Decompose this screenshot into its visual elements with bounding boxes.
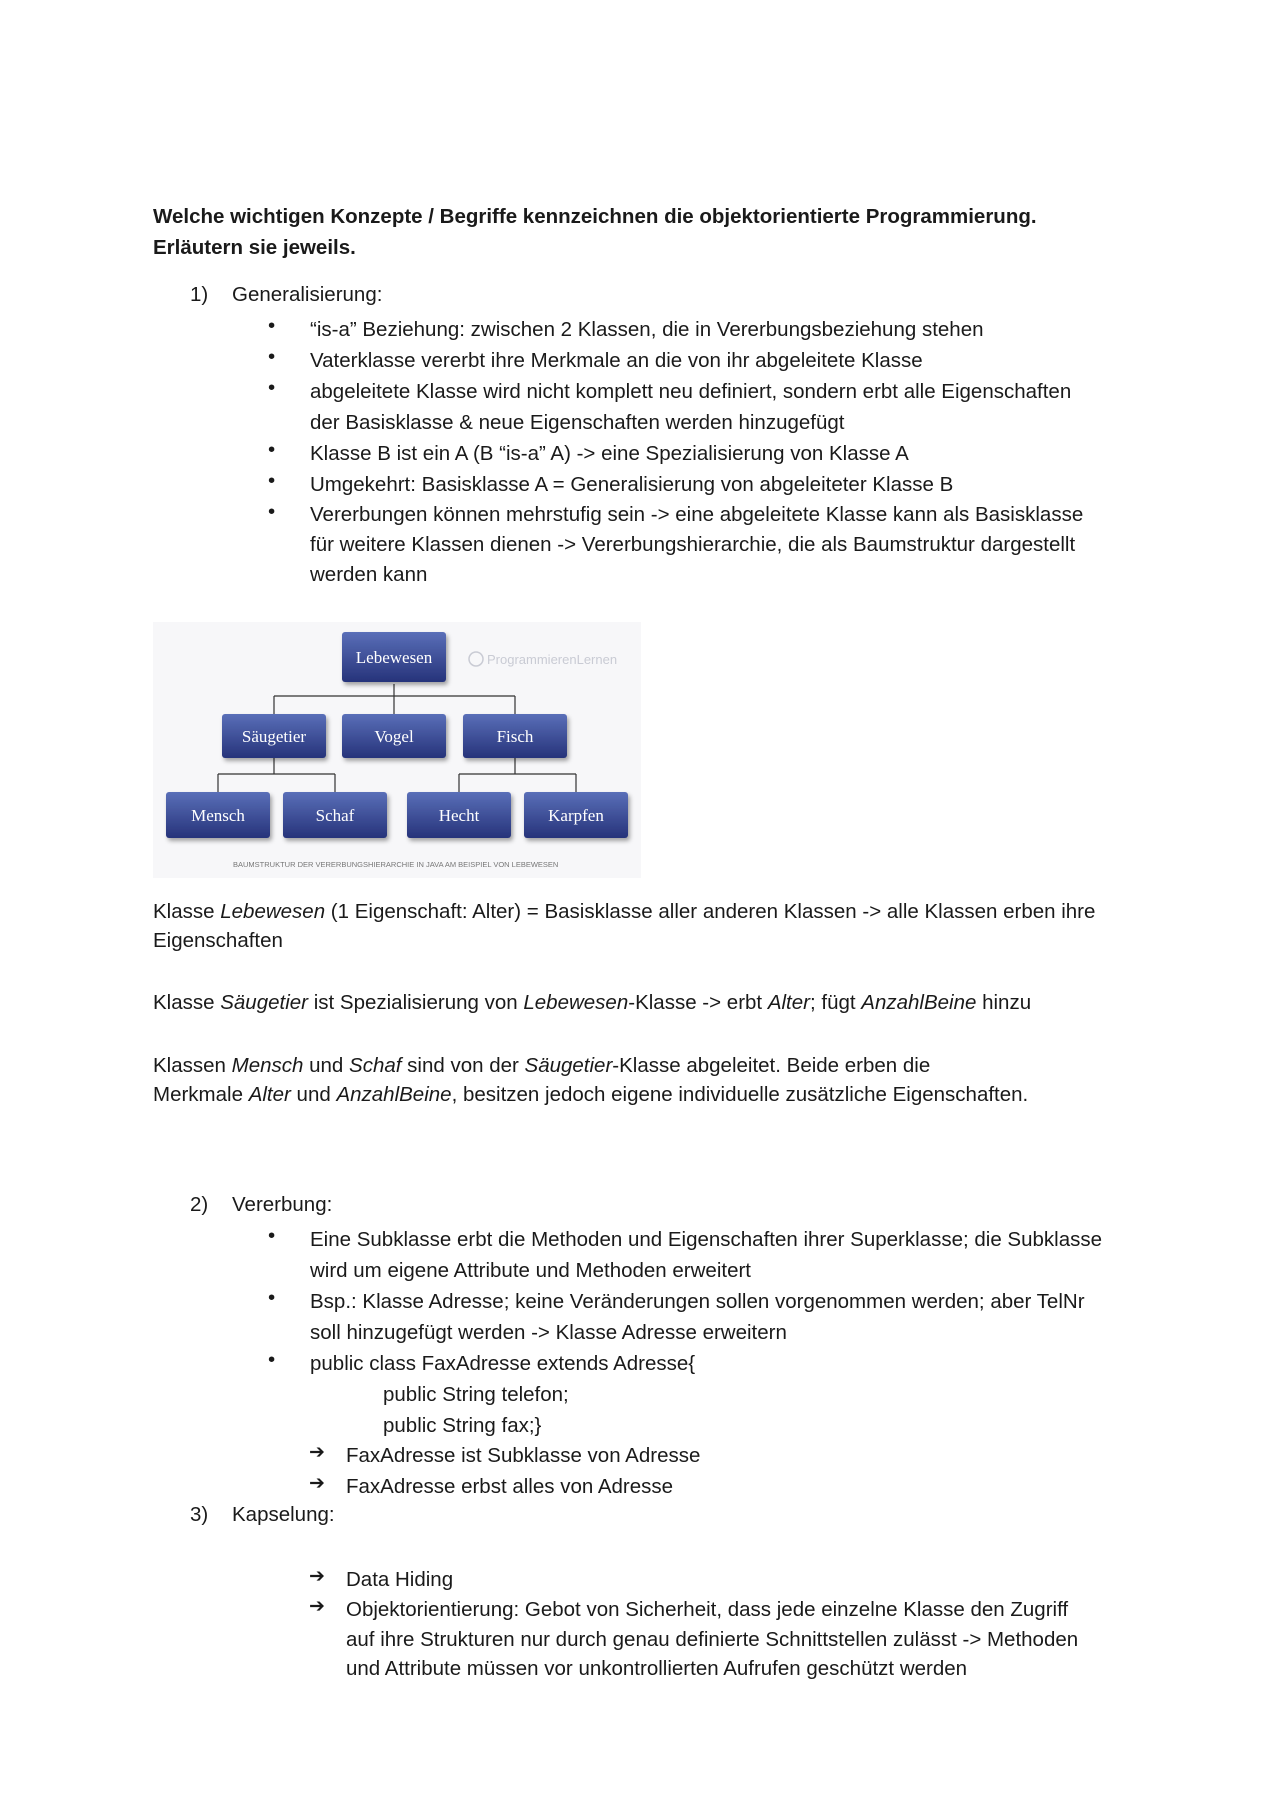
paragraph-mensch-schaf [153,1051,1143,1109]
arrow-right-icon: ➔ [309,1566,325,1587]
code-block [383,1379,569,1441]
bullet-text-line: public class FaxAdresse extends Adresse{ [310,1352,696,1375]
paragraph-line: Klasse Lebewesen (1 Eigenschaft: Alter) = Basisklasse aller anderen Klassen -> alle Klassen erben ihre [153,900,1096,923]
watermark-text: ProgrammierenLernen [487,652,618,667]
node-label: Säugetier [241,727,307,746]
arrow-right-icon: ➔ [309,1473,325,1494]
section-1-title: Generalisierung: [232,283,383,306]
tree-node-root [342,632,446,682]
section-2-bullet-1 [310,1224,1140,1286]
bullet-icon: • [268,345,276,368]
section-2-bullet-3 [310,1348,1140,1379]
section-3-title: Kapselung: [232,1503,335,1526]
section-2-bullet-2 [310,1286,1140,1348]
figure-caption: BAUMSTRUKTUR DER VERERBUNGSHIERARCHIE IN JAVA AM BEISPIEL VON LEBEWESEN [233,860,559,869]
bullet-text-line: Umgekehrt: Basisklasse A = Generalisierung von abgeleiteter Klasse B [310,473,954,496]
heading-line-1: Welche wichtigen Konzepte / Begriffe kennzeichnen die objektorientierte Programmierung. [153,205,1037,228]
node-label: Karpfen [548,806,604,825]
bullet-icon: • [268,1286,276,1309]
section-3-number: 3) [190,1503,209,1526]
section-1-bullet-6 [310,500,1140,590]
section-2-arrow-item-2: FaxAdresse erbst alles von Adresse [346,1475,674,1498]
edge-root-to-level1 [274,684,515,714]
tree-node-karpfen [524,792,628,838]
tree-node-vogel [342,714,446,758]
bullet-text-line: Bsp.: Klasse Adresse; keine Veränderungen sollen vorgenommen werden; aber TelNr [310,1290,1085,1313]
bullet-text-line: soll hinzugefügt werden -> Klasse Adresse erweitern [310,1321,787,1344]
inheritance-tree-figure [153,622,641,878]
section-1-number: 1) [190,283,209,306]
section-1-bullet-4 [310,438,1140,469]
paragraph-line: Merkmale Alter und AnzahlBeine, besitzen jedoch eigene individuelle zusätzliche Eigenschaften. [153,1083,1029,1106]
node-label: Mensch [191,806,245,825]
tree-node-mensch [166,792,270,838]
bullet-icon: • [268,438,276,461]
section-1-bullet-3 [310,376,1140,438]
node-label: Fisch [496,727,534,746]
arrow-right-icon: ➔ [309,1442,325,1463]
bullet-icon: • [268,314,276,337]
code-line: public String fax;} [383,1414,542,1437]
section-3-arrow-item-2 [346,1595,1146,1684]
section-2-number: 2) [190,1193,209,1216]
bullet-text-line: für weitere Klassen dienen -> Vererbungshierarchie, die als Baumstruktur dargestellt [310,533,1076,556]
code-line: public String telefon; [383,1383,569,1406]
arrow-text-line: auf ihre Strukturen nur durch genau definierte Schnittstellen zulässt -> Methoden [346,1627,1079,1651]
bullet-text-line: Eine Subklasse erbt die Methoden und Eigenschaften ihrer Superklasse; die Subklasse [310,1228,1103,1251]
bullet-text-line: Vererbungen können mehrstufig sein -> eine abgeleitete Klasse kann als Basisklasse [310,503,1084,526]
arrow-text-line: und Attribute müssen vor unkontrollierten Aufrufen geschützt werden [346,1657,968,1680]
bullet-text-line: abgeleitete Klasse wird nicht komplett neu definiert, sondern erbt alle Eigenschaften [310,380,1072,403]
tree-node-schaf [283,792,387,838]
paragraph-line: Eigenschaften [153,929,283,952]
paragraph-saeugetier [153,988,1143,1017]
node-label: Vogel [374,727,414,746]
bullet-icon: • [268,469,276,492]
section-2-title: Vererbung: [232,1193,333,1216]
arrow-right-icon: ➔ [309,1596,325,1617]
bullet-icon: • [268,1348,276,1371]
bullet-text-line: der Basisklasse & neue Eigenschaften werden hinzugefügt [310,411,845,434]
section-1-bullet-5 [310,469,1140,500]
watermark-logo-icon [469,652,483,666]
watermark [469,652,617,667]
bullet-text-line: “is-a” Beziehung: zwischen 2 Klassen, die in Vererbungsbeziehung stehen [310,318,984,341]
paragraph-line: Klasse Säugetier ist Spezialisierung von Lebewesen-Klasse -> erbt Alter; fügt AnzahlBeine hinzu [153,991,1032,1014]
bullet-icon: • [268,376,276,399]
tree-node-saeugetier [222,714,326,758]
bullet-text-line: Klasse B ist ein A (B “is-a” A) -> eine Spezialisierung von Klasse A [310,442,909,465]
heading-line-2: Erläutern sie jeweils. [153,236,356,259]
section-1-bullet-2 [310,345,1140,376]
bullet-icon: • [268,1224,276,1247]
section-3-arrow-item-1: Data Hiding [346,1568,454,1591]
section-1-bullet-1 [310,314,1140,345]
tree-node-fisch [463,714,567,758]
bullet-text-line: werden kann [310,563,428,586]
paragraph-lebewesen [153,897,1143,955]
inheritance-tree-diagram [153,622,641,878]
tree-node-hecht [407,792,511,838]
node-label: Hecht [438,806,480,825]
question-heading [153,201,1143,263]
paragraph-line: Klassen Mensch und Schaf sind von der Säugetier-Klasse abgeleitet. Beide erben die [153,1054,931,1077]
bullet-text-line: wird um eigene Attribute und Methoden erweitert [310,1259,752,1282]
section-2-arrow-item-1: FaxAdresse ist Subklasse von Adresse [346,1444,701,1467]
arrow-text-line: Objektorientierung: Gebot von Sicherheit, dass jede einzelne Klasse den Zugriff [346,1598,1069,1621]
node-label: Lebewesen [355,648,433,667]
node-label: Schaf [315,806,355,825]
bullet-text-line: Vaterklasse vererbt ihre Merkmale an die von ihr abgeleitete Klasse [310,349,923,372]
bullet-icon: • [268,500,276,523]
